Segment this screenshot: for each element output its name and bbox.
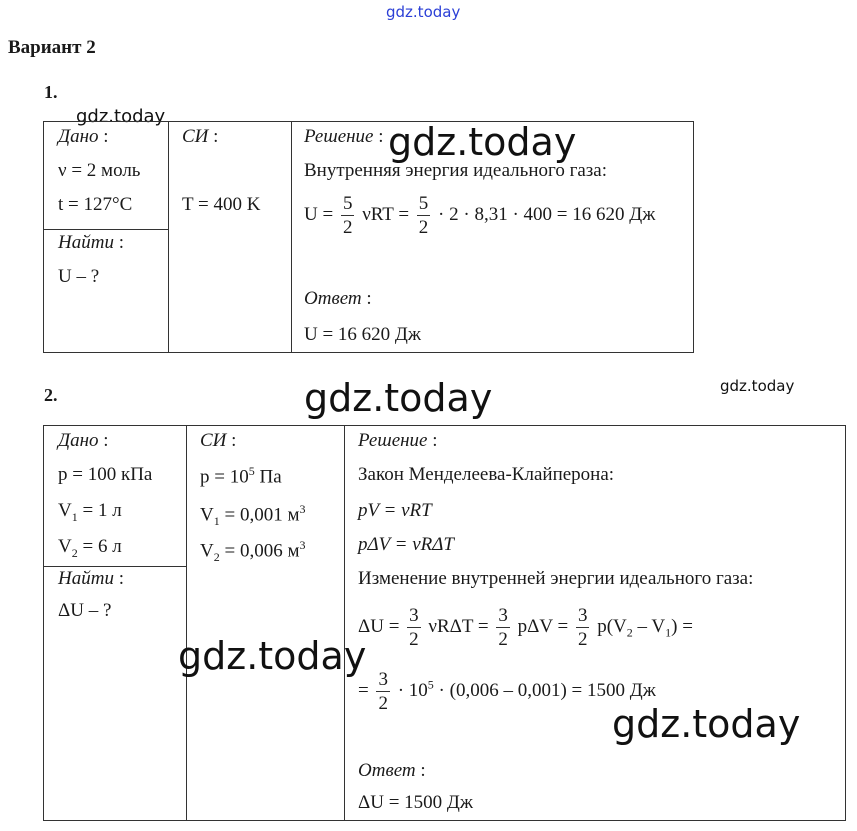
given-item: t = 127°C <box>58 194 133 215</box>
given-header: Дано : <box>58 126 109 147</box>
si-item: $p = 10^5$ Па <box>200 464 282 488</box>
answer-header: Ответ : <box>358 760 426 781</box>
formula: = $\frac{3}{2}$ · $10^5 \cdot (0,006 - 0,001) = 1500$ Дж <box>358 669 656 714</box>
task1-table <box>43 121 694 353</box>
equation: pΔV = νRΔT <box>358 534 454 555</box>
find-item: U – ? <box>58 266 100 287</box>
watermark-large: gdz.today <box>612 702 801 746</box>
answer: ΔU = 1500 Дж <box>358 792 473 813</box>
task2-table <box>43 425 846 821</box>
given-item: $V_2 = 6$ л <box>58 536 122 560</box>
find-header: Найти : <box>58 568 124 589</box>
watermark-small: gdz.today <box>720 377 795 395</box>
change-text: Изменение внутренней энергии идеального газа: <box>358 568 754 589</box>
watermark-large: gdz.today <box>178 634 367 678</box>
answer-header: Ответ : <box>304 288 372 309</box>
given-item: $V_1 = 1$ л <box>58 500 122 524</box>
formula: ΔU = $\frac{3}{2}$ νRΔT = $\frac{3}{2}$ pΔV = $\frac{3}{2}$ $p(V_2 - V_1)$ = <box>358 605 693 650</box>
page-title: Вариант 2 <box>8 37 96 58</box>
si-header: СИ : <box>200 430 237 451</box>
find-item: ΔU – ? <box>58 600 112 621</box>
law-text: Закон Менделеева-Клайперона: <box>358 464 615 485</box>
si-item: $V_2 = 0,006$ $м^3$ <box>200 538 306 565</box>
solution-header: Решение : <box>304 126 384 147</box>
watermark-large: gdz.today <box>304 376 493 420</box>
formula: U = $\frac{5}{2}$ νRT = $\frac{5}{2}$ · 2 · 8,31 · 400 = 16 620 Дж <box>304 193 656 238</box>
task2-number: 2. <box>44 385 58 405</box>
si-item: T = 400 K <box>182 194 261 215</box>
given-header: Дано : <box>58 430 109 451</box>
solution-header: Решение : <box>358 430 438 451</box>
find-header: Найти : <box>58 232 124 253</box>
task1-number: 1. <box>44 82 58 102</box>
si-item: $V_1 = 0,001$ $м^3$ <box>200 502 306 529</box>
watermark-small: gdz.today <box>76 106 166 127</box>
equation: pV = νRT <box>358 500 432 521</box>
given-item: p = 100 кПа <box>58 464 153 485</box>
watermark-large: gdz.today <box>388 120 577 164</box>
answer: U = 16 620 Дж <box>304 324 422 345</box>
watermark-top: gdz.today <box>386 3 461 21</box>
solution-text: Внутренняя энергия идеального газа: <box>304 160 608 181</box>
given-item: ν = 2 моль <box>58 160 141 181</box>
si-header: СИ : <box>182 126 219 147</box>
